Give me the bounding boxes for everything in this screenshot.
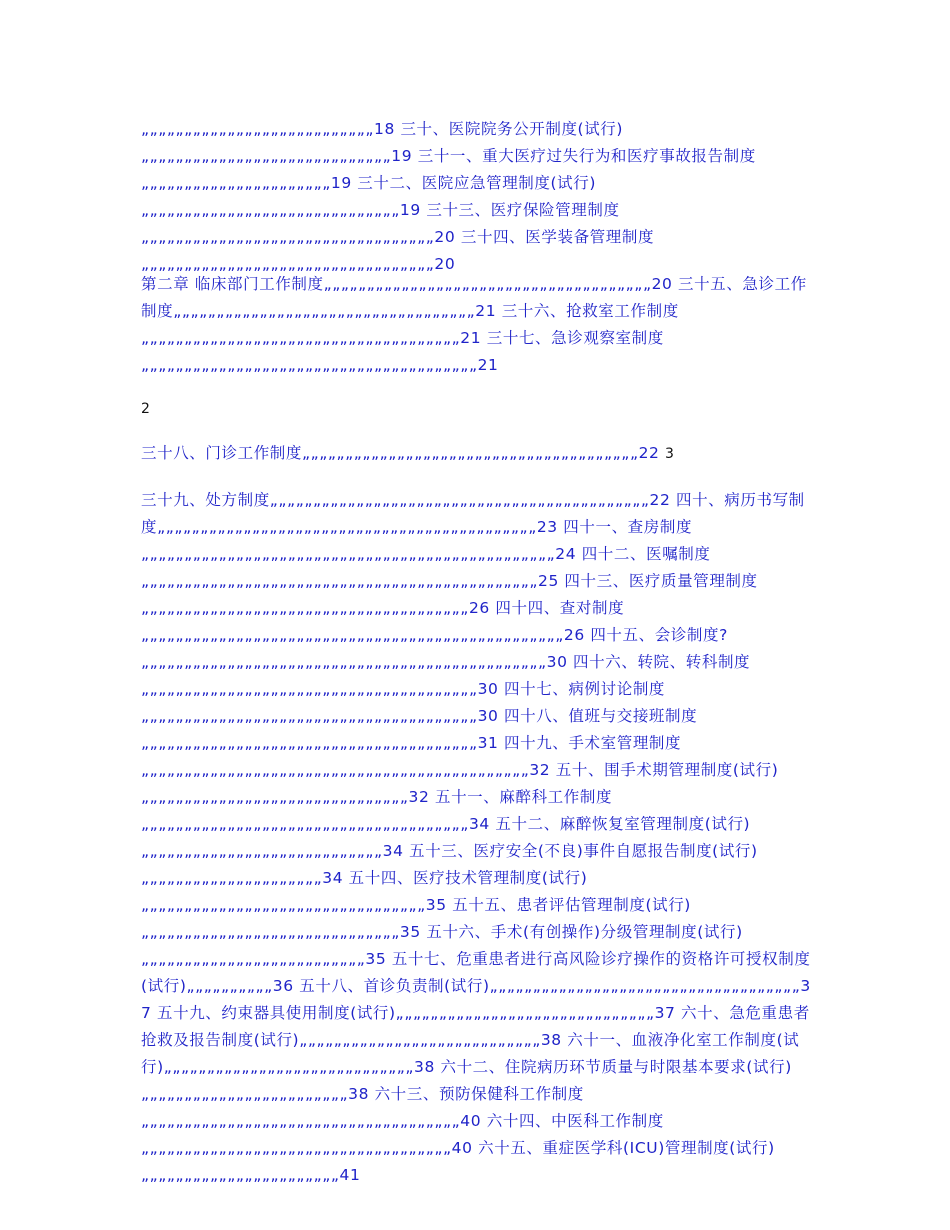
page-number: 2: [141, 401, 151, 417]
toc-paragraph-3: [141, 440, 813, 468]
toc-paragraph-chapter-2: 第二章 临床部门工作制度„„„„„„„„„„„„„„„„„„„„„„„„„„„„„„„„„„„„„„20 三十五、急诊工作制度„„„„„„„„„„„„„„„„„„„„„„„„„„„„„„„„„„„21 三十六、抢救室工作制度„„„„„„„„„„„„„„„„„„„„„„„„„„„„„„„„„„„„„21 三十七、急诊观察室制度„„„„„„„„„„„„„„„„„„„„„„„„„„„„„„„„„„„„„„„21: [141, 275, 807, 374]
toc-entry-outpatient: 三十八、门诊工作制度„„„„„„„„„„„„„„„„„„„„„„„„„„„„„„„„„„„„„„„22: [141, 444, 660, 462]
page-marker: 3: [665, 446, 675, 462]
toc-paragraph-4: 三十九、处方制度„„„„„„„„„„„„„„„„„„„„„„„„„„„„„„„„„„„„„„„„„„„„22 四十、病历书写制度„„„„„„„„„„„„„„„„„„„„„„„„„„„„„„„„„„„„„„„„„„„„23 四十一、查房制度„„„„„„„„„„„„„„„„„„„„„„„„„„„„„„„„„„„„„„„„„„„„„„„„24 四十二、医嘱制度„„„„„„„„„„„„„„„„„„„„„„„„„„„„„„„„„„„„„„„„„„„„„„25 四十三、医疗质量管理制度„„„„„„„„„„„„„„„„„„„„„„„„„„„„„„„„„„„„„„26 四十四、查对制度„„„„„„„„„„„„„„„„„„„„„„„„„„„„„„„„„„„„„„„„„„„„„„„„„26 四十五、会诊制度?„„„„„„„„„„„„„„„„„„„„„„„„„„„„„„„„„„„„„„„„„„„„„„„30 四十六、转院、转科制度„„„„„„„„„„„„„„„„„„„„„„„„„„„„„„„„„„„„„„„30 四十七、病例讨论制度„„„„„„„„„„„„„„„„„„„„„„„„„„„„„„„„„„„„„„„30 四十八、值班与交接班制度„„„„„„„„„„„„„„„„„„„„„„„„„„„„„„„„„„„„„„„31 四十九、手术室管理制度„„„„„„„„„„„„„„„„„„„„„„„„„„„„„„„„„„„„„„„„„„„„„32 五十、围手术期管理制度(试行)„„„„„„„„„„„„„„„„„„„„„„„„„„„„„„„32 五十一、麻醉科工作制度„„„„„„„„„„„„„„„„„„„„„„„„„„„„„„„„„„„„„„34 五十二、麻醉恢复室管理制度(试行)„„„„„„„„„„„„„„„„„„„„„„„„„„„„34 五十三、医疗安全(不良)事件自愿报告制度(试行)„„„„„„„„„„„„„„„„„„„„„34 五十四、医疗技术管理制度(试行)„„„„„„„„„„„„„„„„„„„„„„„„„„„„„„„„„35 五十五、患者评估管理制度(试行)„„„„„„„„„„„„„„„„„„„„„„„„„„„„„„35 五十六、手术(有创操作)分级管理制度(试行)„„„„„„„„„„„„„„„„„„„„„„„„„„35 五十七、危重患者进行高风险诊疗操作的资格许可授权制度(试行)„„„„„„„„„„36 五十八、首诊负责制(试行)„„„„„„„„„„„„„„„„„„„„„„„„„„„„„„„„„„„„37 五十九、约束器具使用制度(试行)„„„„„„„„„„„„„„„„„„„„„„„„„„„„„„37 六十、急危重患者抢救及报告制度(试行)„„„„„„„„„„„„„„„„„„„„„„„„„„„„38 六十一、血液净化室工作制度(试行)„„„„„„„„„„„„„„„„„„„„„„„„„„„„„38 六十二、住院病历环节质量与时限基本要求(试行)„„„„„„„„„„„„„„„„„„„„„„„„38 六十三、预防保健科工作制度„„„„„„„„„„„„„„„„„„„„„„„„„„„„„„„„„„„„„40 六十四、中医科工作制度„„„„„„„„„„„„„„„„„„„„„„„„„„„„„„„„„„„„40 六十五、重症医学科(ICU)管理制度(试行) „„„„„„„„„„„„„„„„„„„„„„„41: [141, 491, 811, 1184]
toc-paragraph-1: „„„„„„„„„„„„„„„„„„„„„„„„„„„18 三十、医院院务公开制度(试行)„„„„„„„„„„„„„„„„„„„„„„„„„„„„„19 三十一、重大医疗过失行为和医疗事故报告制度„„„„„„„„„„„„„„„„„„„„„„19 三十二、医院应急管理制度(试行)„„„„„„„„„„„„„„„„„„„„„„„„„„„„„„19 三十三、医疗保险管理制度„„„„„„„„„„„„„„„„„„„„„„„„„„„„„„„„„„20 三十四、医学装备管理制度„„„„„„„„„„„„„„„„„„„„„„„„„„„„„„„„„„20: [141, 120, 756, 273]
